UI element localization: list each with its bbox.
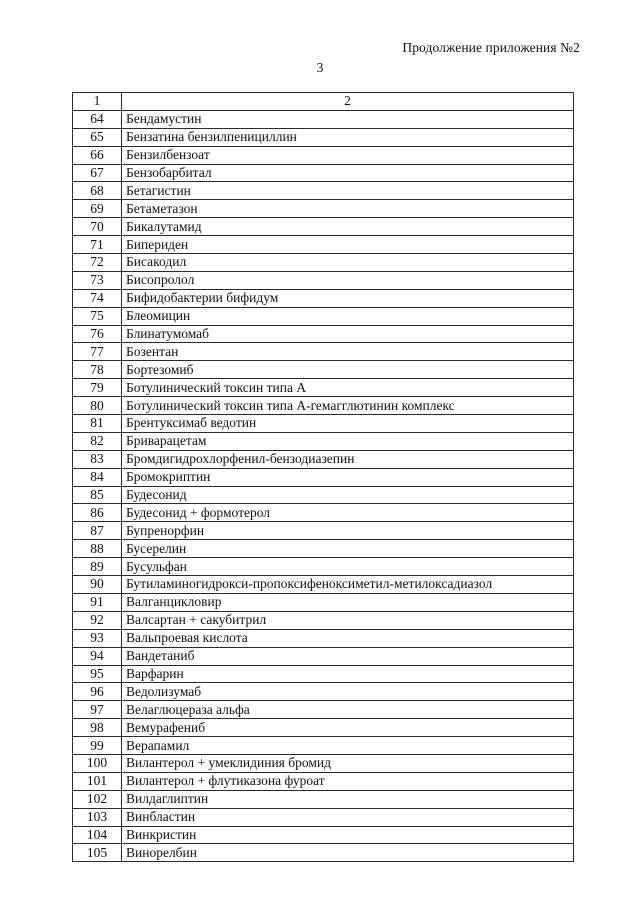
- drug-name-cell: Бутиламиногидрокси-пропоксифеноксиметил-метилоксадиазол: [122, 576, 574, 594]
- drug-name-cell: Бетагистин: [122, 182, 574, 200]
- row-number-cell: 66: [73, 146, 122, 164]
- table-row: [73, 146, 574, 164]
- row-number-cell: 72: [73, 254, 122, 272]
- drug-name-cell: Верапамил: [122, 737, 574, 755]
- drug-name-cell: Брентуксимаб ведотин: [122, 415, 574, 433]
- row-number-cell: 77: [73, 343, 122, 361]
- table-row: [73, 701, 574, 719]
- table-row: [73, 289, 574, 307]
- drug-name-cell: Бусерелин: [122, 540, 574, 558]
- table-row: [73, 182, 574, 200]
- row-number-cell: 70: [73, 218, 122, 236]
- row-number-cell: 80: [73, 397, 122, 415]
- drug-name-cell: Ведолизумаб: [122, 683, 574, 701]
- row-number-cell: 104: [73, 826, 122, 844]
- drug-name-cell: Блеомицин: [122, 307, 574, 325]
- table-row: [73, 737, 574, 755]
- table-row: [73, 254, 574, 272]
- drug-name-cell: Валганцикловир: [122, 593, 574, 611]
- table-row: [73, 307, 574, 325]
- drug-name-cell: Будесонид + формотерол: [122, 504, 574, 522]
- drug-name-cell: Вемурафениб: [122, 719, 574, 737]
- column-header-name: 2: [122, 93, 574, 111]
- drug-name-cell: Бикалутамид: [122, 218, 574, 236]
- drug-name-cell: Валсартан + сакубитрил: [122, 611, 574, 629]
- table-row: [73, 504, 574, 522]
- table-row: [73, 450, 574, 468]
- drug-name-cell: Вилантерол + флутиказона фуроат: [122, 772, 574, 790]
- row-number-cell: 94: [73, 647, 122, 665]
- drug-name-cell: Бензатина бензилпенициллин: [122, 128, 574, 146]
- drug-name-cell: Бозентан: [122, 343, 574, 361]
- row-number-cell: 90: [73, 576, 122, 594]
- table-row: [73, 397, 574, 415]
- drug-name-cell: Бромдигидрохлорфенил-бензодиазепин: [122, 450, 574, 468]
- row-number-cell: 97: [73, 701, 122, 719]
- row-number-cell: 69: [73, 200, 122, 218]
- table-row: [73, 271, 574, 289]
- table-row: [73, 218, 574, 236]
- row-number-cell: 102: [73, 790, 122, 808]
- drug-name-cell: Бипериден: [122, 236, 574, 254]
- table-row: [73, 558, 574, 576]
- drug-name-cell: Бисакодил: [122, 254, 574, 272]
- row-number-cell: 84: [73, 468, 122, 486]
- table-row: [73, 343, 574, 361]
- drug-name-cell: Ботулинический токсин типа А-гемагглютинин комплекс: [122, 397, 574, 415]
- drug-name-cell: Бриварацетам: [122, 432, 574, 450]
- drug-name-cell: Бромокриптин: [122, 468, 574, 486]
- row-number-cell: 83: [73, 450, 122, 468]
- row-number-cell: 93: [73, 629, 122, 647]
- table-row: [73, 665, 574, 683]
- drug-name-cell: Винорелбин: [122, 844, 574, 862]
- row-number-cell: 105: [73, 844, 122, 862]
- table-row: [73, 522, 574, 540]
- table-row: [73, 808, 574, 826]
- drug-name-cell: Бортезомиб: [122, 361, 574, 379]
- row-number-cell: 88: [73, 540, 122, 558]
- drug-name-cell: Бисопролол: [122, 271, 574, 289]
- table-row: [73, 415, 574, 433]
- row-number-cell: 78: [73, 361, 122, 379]
- page-number: 3: [316, 60, 324, 75]
- drug-name-cell: Вандетаниб: [122, 647, 574, 665]
- row-number-cell: 81: [73, 415, 122, 433]
- drug-name-cell: Бифидобактерии бифидум: [122, 289, 574, 307]
- table-row: [73, 110, 574, 128]
- drug-list-table-body: [73, 93, 574, 862]
- row-number-cell: 76: [73, 325, 122, 343]
- drug-name-cell: Бупренорфин: [122, 522, 574, 540]
- column-header-number: 1: [73, 93, 122, 111]
- row-number-cell: 75: [73, 307, 122, 325]
- row-number-cell: 79: [73, 379, 122, 397]
- drug-name-cell: Вилдаглиптин: [122, 790, 574, 808]
- row-number-cell: 101: [73, 772, 122, 790]
- row-number-cell: 67: [73, 164, 122, 182]
- table-row: [73, 647, 574, 665]
- table-row: [73, 128, 574, 146]
- row-number-cell: 71: [73, 236, 122, 254]
- drug-name-cell: Бензилбензоат: [122, 146, 574, 164]
- table-row: [73, 844, 574, 862]
- table-row: [73, 361, 574, 379]
- table-row: [73, 629, 574, 647]
- table-row: [73, 325, 574, 343]
- drug-name-cell: Блинатумомаб: [122, 325, 574, 343]
- table-row: [73, 164, 574, 182]
- table-row: [73, 200, 574, 218]
- row-number-cell: 96: [73, 683, 122, 701]
- drug-name-cell: Велаглюцераза альфа: [122, 701, 574, 719]
- drug-name-cell: Бензобарбитал: [122, 164, 574, 182]
- row-number-cell: 92: [73, 611, 122, 629]
- drug-name-cell: Бусульфан: [122, 558, 574, 576]
- table-row: [73, 432, 574, 450]
- appendix-continuation-note: Продолжение приложения №2: [402, 40, 580, 55]
- drug-name-cell: Винкристин: [122, 826, 574, 844]
- row-number-cell: 98: [73, 719, 122, 737]
- table-header-row: [73, 93, 574, 111]
- table-row: [73, 236, 574, 254]
- drug-name-cell: Вальпроевая кислота: [122, 629, 574, 647]
- table-row: [73, 772, 574, 790]
- row-number-cell: 85: [73, 486, 122, 504]
- row-number-cell: 100: [73, 754, 122, 772]
- table-row: [73, 593, 574, 611]
- drug-list-table: [72, 92, 574, 862]
- row-number-cell: 74: [73, 289, 122, 307]
- table-row: [73, 379, 574, 397]
- drug-name-cell: Будесонид: [122, 486, 574, 504]
- table-row: [73, 611, 574, 629]
- row-number-cell: 99: [73, 737, 122, 755]
- row-number-cell: 64: [73, 110, 122, 128]
- table-row: [73, 754, 574, 772]
- row-number-cell: 95: [73, 665, 122, 683]
- table-row: [73, 486, 574, 504]
- row-number-cell: 82: [73, 432, 122, 450]
- table-row: [73, 826, 574, 844]
- table-row: [73, 719, 574, 737]
- table-row: [73, 683, 574, 701]
- drug-name-cell: Бетаметазон: [122, 200, 574, 218]
- drug-name-cell: Ботулинический токсин типа А: [122, 379, 574, 397]
- drug-name-cell: Бендамустин: [122, 110, 574, 128]
- row-number-cell: 73: [73, 271, 122, 289]
- row-number-cell: 65: [73, 128, 122, 146]
- drug-name-cell: Вилантерол + умеклидиния бромид: [122, 754, 574, 772]
- row-number-cell: 68: [73, 182, 122, 200]
- row-number-cell: 103: [73, 808, 122, 826]
- table-row: [73, 790, 574, 808]
- table-row: [73, 540, 574, 558]
- row-number-cell: 91: [73, 593, 122, 611]
- row-number-cell: 86: [73, 504, 122, 522]
- table-row: [73, 468, 574, 486]
- table-row: [73, 576, 574, 594]
- drug-name-cell: Винбластин: [122, 808, 574, 826]
- drug-name-cell: Варфарин: [122, 665, 574, 683]
- row-number-cell: 89: [73, 558, 122, 576]
- row-number-cell: 87: [73, 522, 122, 540]
